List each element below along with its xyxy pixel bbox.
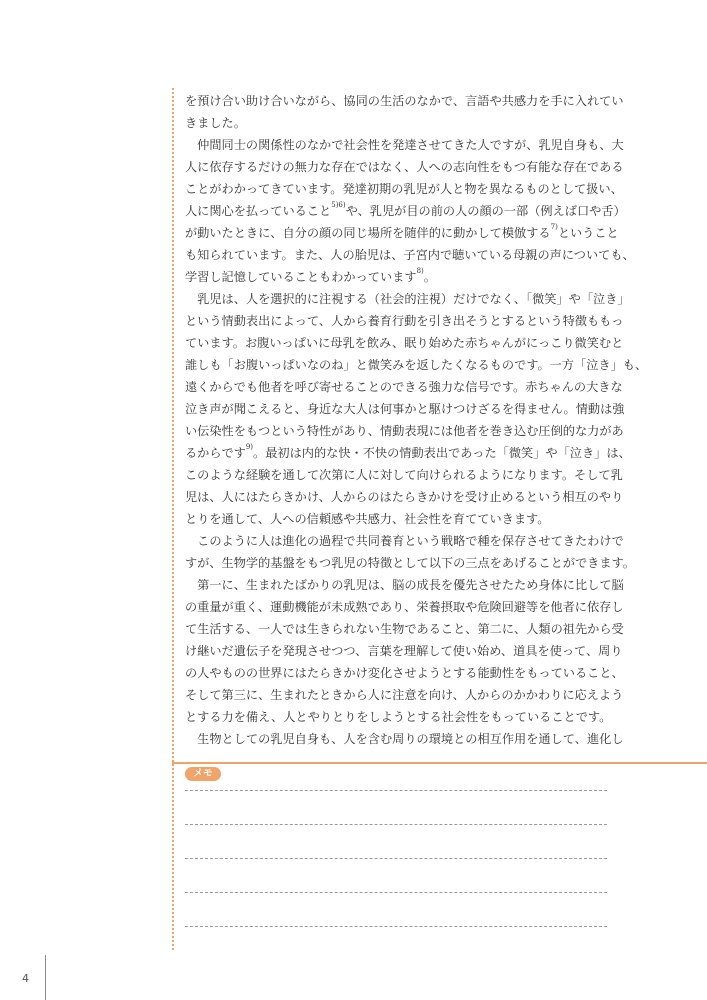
text-line: ことがわかってきています。発達初期の乳児が人と物を異なるものとして扱い、 (185, 182, 623, 196)
text-line: 第一に、生まれたばかりの乳児は、脳の成長を優先させたため身体に比して脳 (185, 578, 624, 592)
text-line: も知られています。また、人の胎児は、子宮内で聴いている母親の声についても、 (185, 248, 635, 262)
text-segment: が動いたときに、自分の顔の同じ場所を随伴的に動かして模倣する (185, 226, 551, 240)
text-line: とする力を備え、人とやりとりをしようとする社会性をもっていることです。 (185, 710, 612, 724)
memo-dashed-line (185, 858, 607, 859)
memo-divider (172, 762, 707, 764)
text-line: 人に依存するだけの無力な存在ではなく、人への志向性をもつ有能な存在である (185, 160, 624, 174)
text-line: を預け合い助け合いながら、協同の生活のなかで、言語や共感力を手に入れてい (185, 94, 624, 108)
citation-superscript: 9) (245, 443, 254, 451)
memo-dashed-line (185, 892, 607, 893)
margin-dotted-rule (172, 88, 174, 950)
text-line: とりを通して、人への信頼感や共感力、社会性を育てていきます。 (185, 512, 550, 526)
text-line: 誰しも「お腹いっぱいなのね」と微笑みを返したくなるものです。一方「泣き」も、 (185, 358, 648, 372)
text-line: そして第三に、生まれたときから人に注意を向け、人からのかかわりに応えよう (185, 688, 624, 702)
text-line: の重量が重く、運動機能が未成熟であり、栄養摂取や危険回避等を他者に依存し (185, 600, 624, 614)
text-line: すが、生物学的基盤をもつ乳児の特徴として以下の三点をあげることができます。 (185, 556, 635, 570)
text-line: 生物としての乳児自身も、人を含む周りの環境との相互作用を通して、進化し (185, 732, 624, 746)
text-line: きました。 (185, 116, 246, 130)
text-line: 遠くからでも他者を呼び寄せることのできる強力な信号です。赤ちゃんの大きな (185, 380, 623, 394)
text-line: け継いだ遺伝子を発現させつつ、言葉を理解して使い始め、道具を使って、周り (185, 644, 623, 658)
text-line: このように人は進化の過程で共同養育という戦略で種を保存させてきたわけで (185, 534, 624, 548)
text-segment: 。 (423, 270, 436, 284)
text-line: て生活する、一人では生きられない生物であること、第二に、人類の祖先から受 (185, 622, 624, 636)
text-segment: るからです (185, 446, 246, 460)
memo-badge: メモ (185, 767, 221, 781)
page-number: 4 (22, 972, 29, 985)
text-segment: ということ (557, 226, 619, 240)
citation-superscript: 8) (416, 267, 424, 275)
text-line: の人やものの世界にはたらきかけ変化させようとする能動性をもっていること、 (185, 666, 624, 680)
text-line (185, 266, 695, 288)
page-number-rule (45, 955, 46, 1000)
memo-dashed-line (185, 824, 607, 825)
text-segment: や、乳児が目の前の人の顔の一部（例えば口や舌） (345, 204, 626, 218)
text-line (185, 200, 695, 222)
text-segment: 人に関心を払っていること (185, 204, 332, 218)
text-line: い伝染性をもつという特性があり、情動表現には他者を巻き込む圧倒的な力があ (185, 424, 624, 438)
text-line: 児は、人にはたらきかけ、人からのはたらきかけを受け止めるという相互のやり (185, 490, 624, 504)
memo-writing-area (185, 790, 607, 960)
body-text (185, 90, 695, 750)
text-segment: 。最初は内的な快・不快の情動表出であった「微笑」や「泣き」は、 (253, 446, 631, 460)
text-line (185, 222, 695, 244)
text-line (185, 442, 695, 464)
memo-dashed-line (185, 926, 607, 927)
text-line: ています。お腹いっぱいに母乳を飲み、眠り始めた赤ちゃんがにっこり微笑むと (185, 336, 624, 350)
text-line: という情動表出によって、人から養育行動を引き出そうとするという特徴ももっ (185, 314, 624, 328)
text-line: このような経験を通して次第に人に対して向けられるようになります。そして乳 (185, 468, 623, 482)
memo-dashed-line (185, 790, 607, 791)
text-line: 仲間同士の関係性のなかで社会性を発達させてきた人ですが、乳児自身も、大 (185, 138, 624, 152)
text-line: 泣き声が聞こえると、身近な大人は何事かと駆けつけざるを得ません。情動は強 (185, 402, 625, 416)
text-segment: 学習し記憶していることもわかっています (185, 270, 417, 284)
citation-superscript: 7) (550, 223, 558, 231)
text-line: 乳児は、人を選択的に注視する（社会的注視）だけでなく、「微笑」や「泣き」 (185, 292, 630, 306)
citation-superscript: 5)6) (331, 201, 346, 209)
